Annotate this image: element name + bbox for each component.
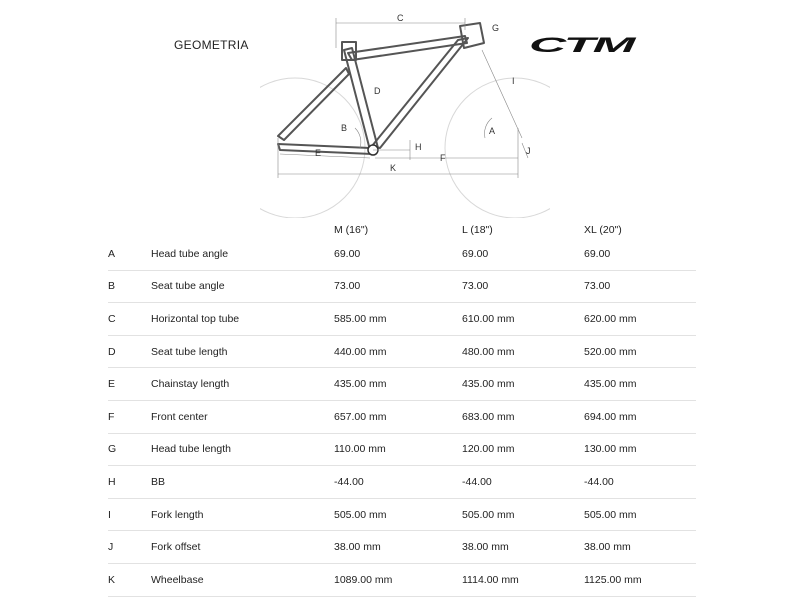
row-measure-name: Fork offset: [151, 541, 201, 554]
row-value-xl: 1125.00 mm: [584, 573, 642, 586]
table-row: [108, 238, 696, 271]
row-value-l: 610.00 mm: [462, 312, 515, 325]
row-value-m: -44.00: [334, 475, 364, 488]
logo-text: CTM: [529, 34, 637, 56]
dimension-e: [280, 154, 370, 158]
row-code: G: [108, 443, 117, 456]
angle-b-arc: [355, 128, 361, 148]
table-row: [108, 271, 696, 304]
row-value-l: 120.00 mm: [462, 443, 515, 456]
row-value-l: 505.00 mm: [462, 508, 515, 521]
row-value-xl: 69.00: [584, 247, 611, 260]
row-value-xl: 520.00 mm: [584, 345, 637, 358]
row-code: F: [108, 410, 115, 423]
chain-stay: [278, 144, 372, 154]
row-value-m: 73.00: [334, 280, 361, 293]
page-title: GEOMETRIA: [174, 38, 249, 52]
label-e: E: [315, 148, 322, 158]
label-i: I: [512, 76, 515, 86]
label-h: H: [415, 142, 422, 152]
row-code: J: [108, 541, 114, 554]
front-wheel-outline: [445, 78, 550, 218]
bike-geometry-diagram: [260, 8, 550, 218]
row-value-l: -44.00: [462, 475, 492, 488]
label-b: B: [341, 123, 348, 133]
row-measure-name: BB: [151, 475, 166, 488]
row-value-m: 435.00 mm: [334, 378, 387, 391]
row-value-l: 1114.00 mm: [462, 573, 519, 586]
row-value-l: 683.00 mm: [462, 410, 515, 423]
row-value-xl: 130.00 mm: [584, 443, 637, 456]
row-measure-name: Head tube angle: [151, 247, 229, 260]
row-code: I: [108, 508, 111, 521]
row-value-xl: 694.00 mm: [584, 410, 637, 423]
table-row: [108, 531, 696, 564]
row-code: E: [108, 378, 116, 391]
row-value-m: 69.00: [334, 247, 361, 260]
row-value-m: 657.00 mm: [334, 410, 387, 423]
table-row: [108, 368, 696, 401]
row-code: K: [108, 573, 116, 586]
row-code: C: [108, 312, 116, 325]
table-row: [108, 336, 696, 369]
label-a: A: [489, 126, 496, 136]
label-j: J: [526, 146, 531, 156]
label-f: F: [440, 153, 446, 163]
row-code: B: [108, 280, 116, 293]
seat-tube: [344, 48, 378, 150]
row-measure-name: Head tube length: [151, 443, 231, 456]
row-value-xl: 620.00 mm: [584, 312, 637, 325]
row-code: D: [108, 345, 116, 358]
row-measure-name: Wheelbase: [151, 573, 204, 586]
row-measure-name: Horizontal top tube: [151, 312, 240, 325]
table-row: [108, 401, 696, 434]
row-value-l: 73.00: [462, 280, 489, 293]
size-header-m: M (16"): [334, 224, 369, 236]
row-measure-name: Chainstay length: [151, 378, 230, 391]
row-value-m: 110.00 mm: [334, 443, 386, 456]
table-row: [108, 434, 696, 467]
row-measure-name: Front center: [151, 410, 208, 423]
table-row: [108, 303, 696, 336]
row-measure-name: Fork length: [151, 508, 204, 521]
row-value-m: 1089.00 mm: [334, 573, 393, 586]
row-value-m: 440.00 mm: [334, 345, 387, 358]
label-k: K: [390, 163, 397, 173]
row-value-l: 69.00: [462, 247, 489, 260]
row-code: H: [108, 475, 116, 488]
row-measure-name: Seat tube length: [151, 345, 228, 358]
row-value-xl: 73.00: [584, 280, 611, 293]
row-code: A: [108, 247, 116, 260]
label-c: C: [397, 13, 404, 23]
size-header-l: L (18"): [462, 224, 493, 236]
label-g: G: [492, 23, 500, 33]
row-value-m: 38.00 mm: [334, 541, 381, 554]
row-value-xl: 435.00 mm: [584, 378, 637, 391]
top-tube: [348, 36, 467, 60]
row-measure-name: Seat tube angle: [151, 280, 225, 293]
row-value-xl: 505.00 mm: [584, 508, 637, 521]
table-row: [108, 466, 696, 499]
row-value-l: 480.00 mm: [462, 345, 515, 358]
row-value-l: 38.00 mm: [462, 541, 509, 554]
size-header-xl: XL (20"): [584, 224, 622, 236]
label-d: D: [374, 86, 381, 96]
row-value-m: 585.00 mm: [334, 312, 387, 325]
dimension-i: [482, 50, 522, 138]
table-header-row: [108, 222, 696, 238]
seat-stay: [278, 68, 349, 140]
row-value-m: 505.00 mm: [334, 508, 387, 521]
row-value-xl: -44.00: [584, 475, 614, 488]
geometry-table: [108, 222, 696, 597]
table-row: [108, 499, 696, 532]
row-value-xl: 38.00 mm: [584, 541, 631, 554]
table-row: [108, 564, 696, 597]
row-value-l: 435.00 mm: [462, 378, 515, 391]
